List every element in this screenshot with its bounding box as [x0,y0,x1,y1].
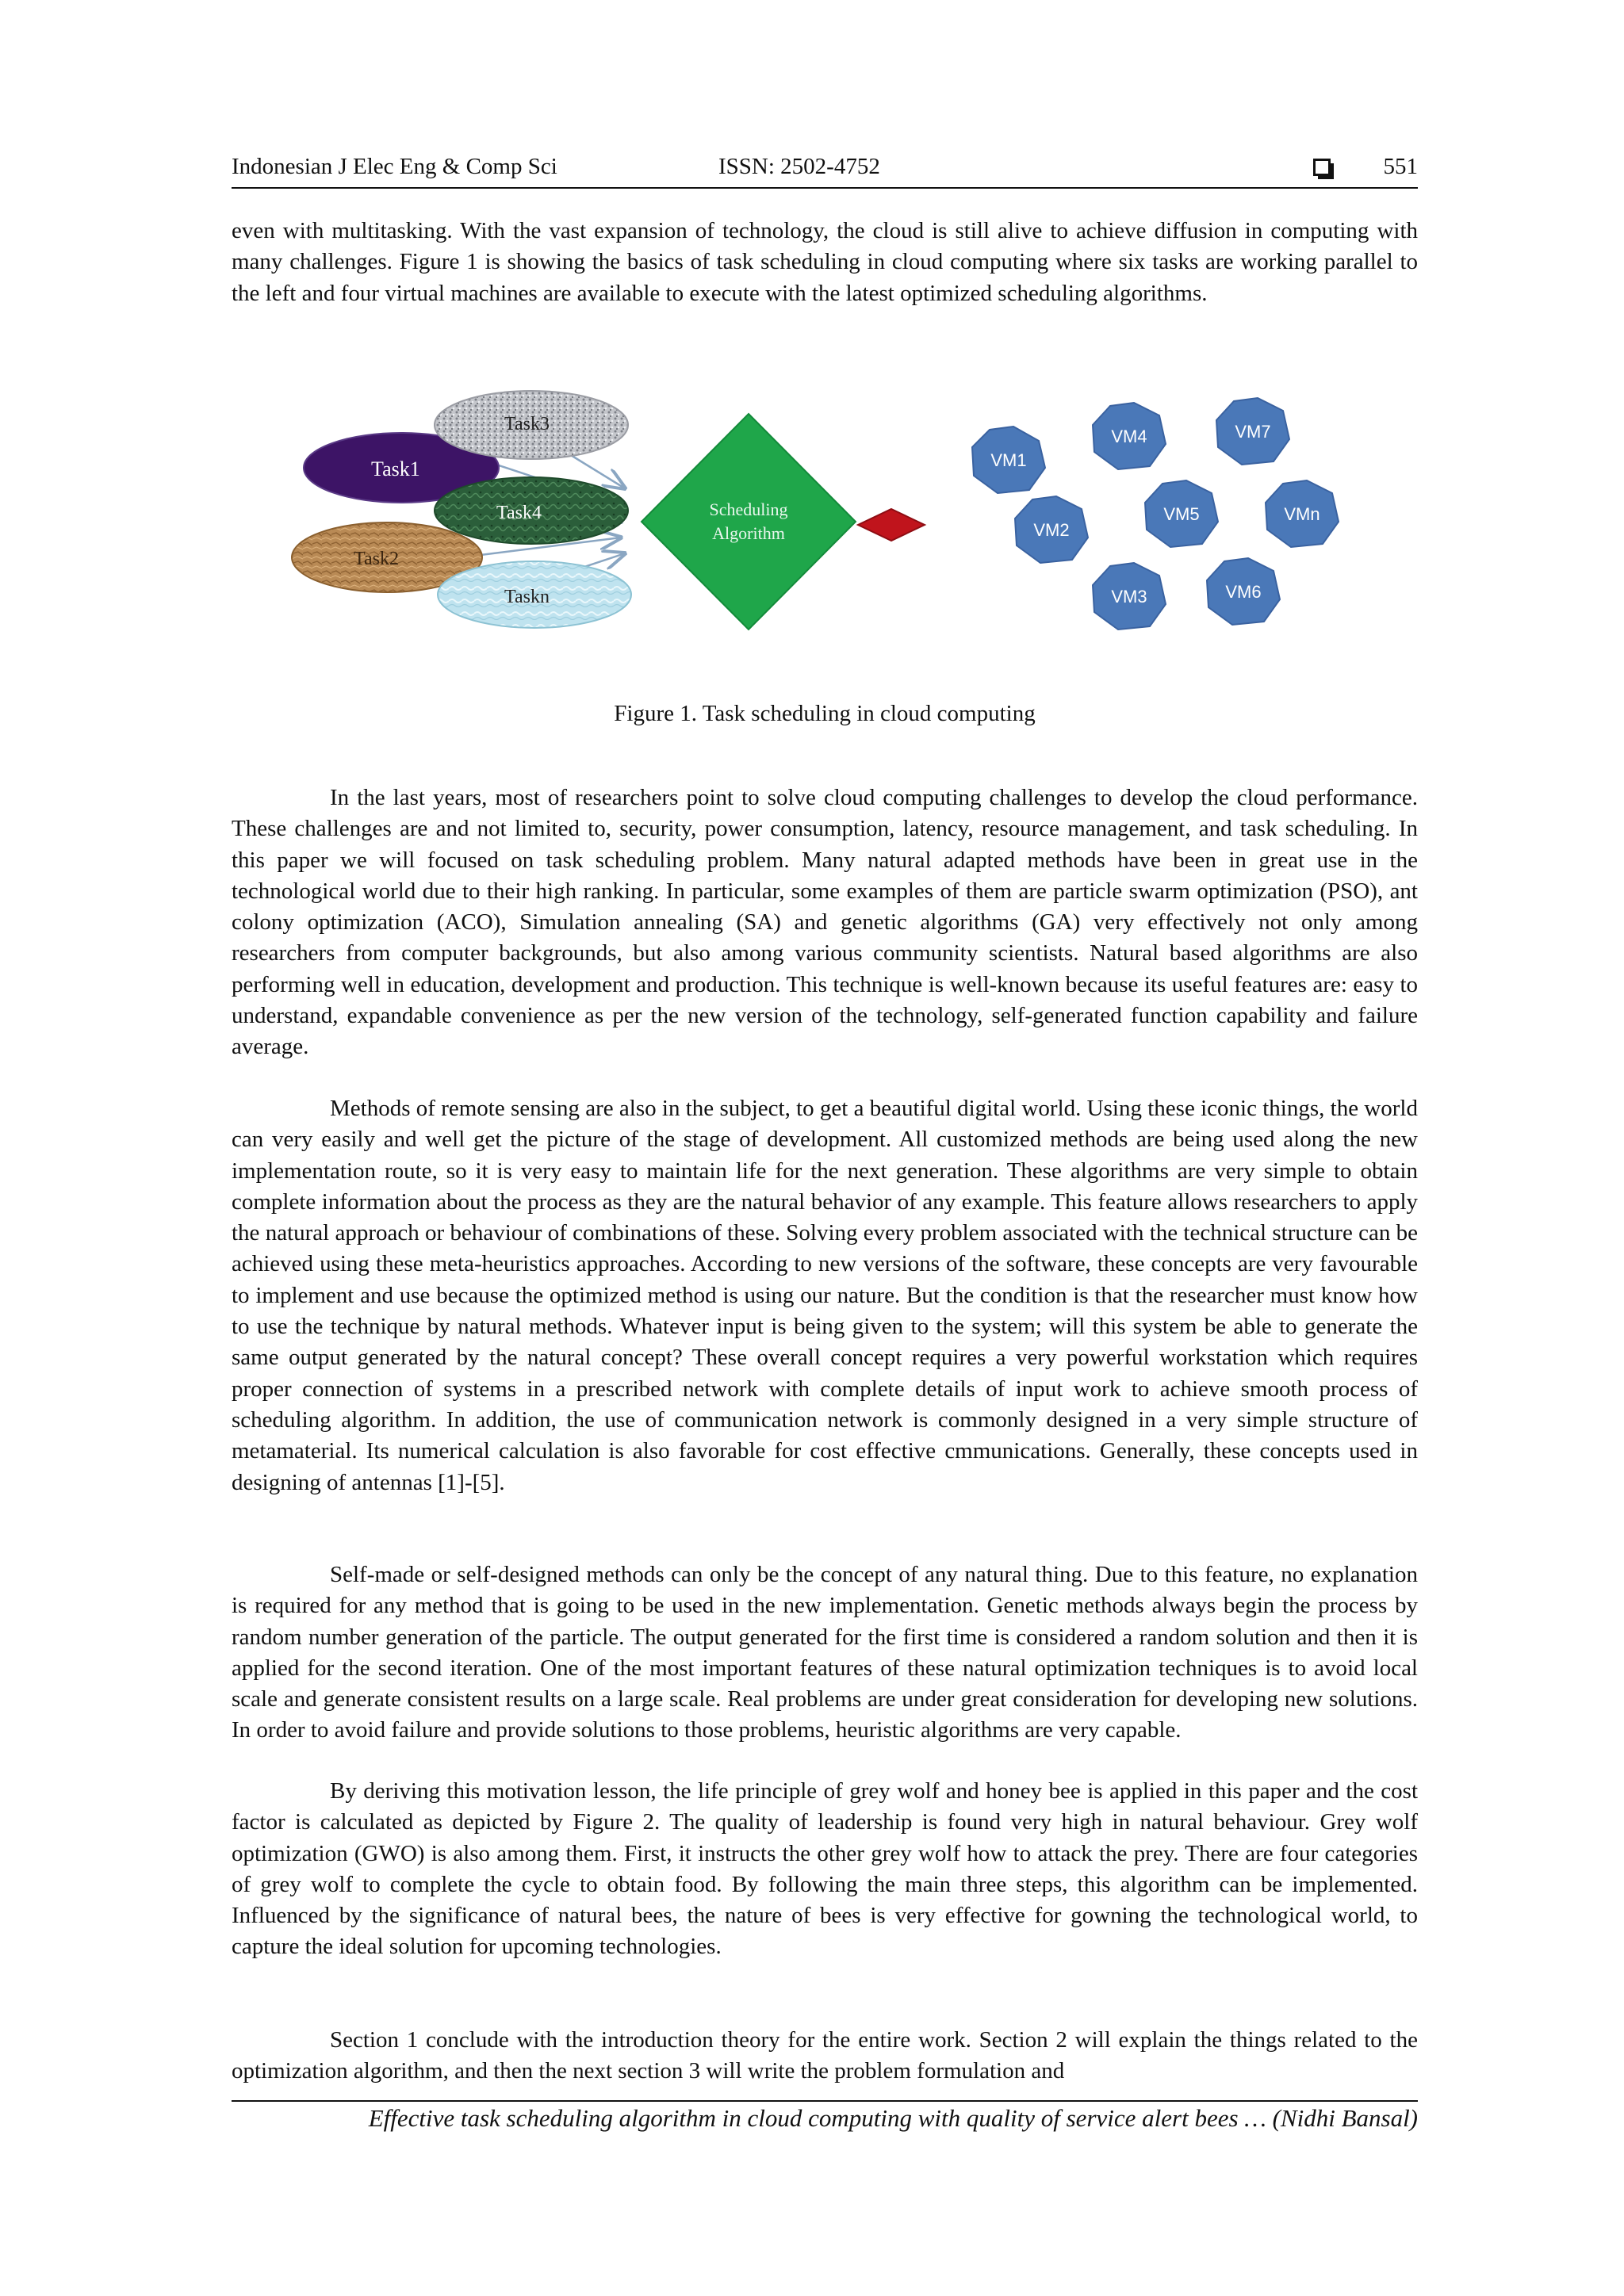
paragraph-intro-continued: even with multitasking. With the vast expansion of technology, the cloud is still alive to achieve diffusion in computing with many challenges. Figure 1 is showing the basics of task scheduling in cloud computing where six tasks are working parallel to the left and four virtual machines are available to execute with the latest optimized scheduling algorithms. [232,218,1418,306]
vmn-label: VMn [1284,504,1320,524]
task4-label: Task4 [496,503,542,523]
vm4-label: VM4 [1111,427,1147,446]
task4-ellipse [435,477,628,544]
paragraph-1: In the last years, most of researchers point to solve cloud computing challenges to develop the cloud performance. These challenges are and not limited to, security, power consumption, latency, resource management, and task scheduling. In this paper we will focused on task scheduling problem. Many natural adapted methods have been in great use in the technological world due to their high ranking. In particular, some examples of them are particle swarm optimization (PSO), ant colony optimization (ACO), Simulation annealing (SA) and genetic algorithms (GA) very effectively not only among researchers from computer backgrounds, but also among various community scientists. Natural based algorithms are also performing well in education, development and production. This technique is well-known because its useful features are: easy to understand, expandable convenience as per the new version of the technology, self-generated function capability and failure average. [232,785,1418,1060]
issn: ISSN: 2502-4752 [718,154,880,179]
vm5-label: VM5 [1163,504,1200,524]
task3-ellipse [435,391,628,459]
vm6-node [1207,558,1280,625]
scheduler-label-line1: Scheduling [709,499,788,519]
vmn-node [1266,480,1339,547]
paragraph-2: Methods of remote sensing are also in the subject, to get a beautiful digital world. Using these iconic things, the world can very easily and well get the picture of the stage of development. All customized methods are being used along the new implementation route, so it is very easy to maintain life for the next generation. These algorithms are very simple to obtain complete information about the process as they are the natural behavior of any example. This feature allows researchers to apply the natural approach or behaviour of combinations of these. Solving every problem associated with the technical structure can be achieved using these meta-heuristics approaches. According to new versions of the software, these concepts are very favourable to implement and use because the optimized method is using our nature. But the condition is that the researcher must know how to use the technique by natural methods. Whatever input is being given to the system; will this system be able to generate the same output generated by the natural concept? These overall concept requires a very powerful workstation which requires proper connection of systems in a prescribed network with complete details of input work to achieve smooth process of scheduling algorithm. In addition, the use of communication network is commonly designed in a very simple structure of metamaterial. Its numerical calculation is also favorable for cost effective cmmunications. Generally, these concepts used in designing of antennas [1]-[5]. [232,1096,1418,1495]
scheduling-algorithm-diamond [642,414,856,629]
vm1-label: VM1 [990,450,1027,470]
vm7-node [1216,398,1289,465]
vm6-label: VM6 [1225,582,1262,602]
task3-label: Task3 [504,414,550,434]
vm1-node [972,427,1045,493]
page-header [232,154,1418,189]
task-scheduling-diagram [284,379,1373,693]
page-footer: Effective task scheduling algorithm in cloud computing with quality of service alert bees … (Nidhi Bansal) [368,2104,1418,2132]
task1-label: Task1 [371,457,420,480]
connector-diamond [858,509,925,541]
vm2-label: VM2 [1033,520,1070,540]
vm3-node [1093,563,1166,629]
vm7-label: VM7 [1235,422,1271,442]
vm5-node [1145,480,1218,547]
footer-rule [232,2100,1418,2102]
paragraph-4: By deriving this motivation lesson, the life principle of grey wolf and honey bee is applied in this paper and the cost factor is calculated as depicted by Figure 2. The quality of leadership is found very high in natural behaviour. Grey wolf optimization (GWO) is also among them. First, it instructs the other grey wolf how to attack the prey. There are four categories of grey wolf to complete the cycle to obtain food. By following the main three steps, this algorithm can be implemented. Influenced by the significance of natural bees, the nature of bees is very effective for gowning the technological world, to capture the ideal solution for upcoming technologies. [232,1778,1418,1960]
header-rule [232,187,1418,189]
page-number: 551 [1383,154,1418,179]
taskn-ellipse [438,561,631,628]
task2-label: Task2 [354,549,399,569]
paragraph-5: Section 1 conclude with the introduction theory for the entire work. Section 2 will explain the things related to the optimization algorithm, and then the next section 3 will write the problem formulation and [232,2027,1418,2084]
figure-caption: Figure 1. Task scheduling in cloud computing [614,701,1036,726]
scheduler-label-line2: Algorithm [712,523,785,543]
journal-name: Indonesian J Elec Eng & Comp Sci [232,154,557,179]
square-bullet-icon [1313,159,1331,176]
taskn-label: Taskn [504,587,550,607]
vm3-label: VM3 [1111,587,1147,607]
figure-1 [284,379,1373,693]
vm2-node [1015,496,1088,563]
paragraph-3: Self-made or self-designed methods can only be the concept of any natural thing. Due to this feature, no explanation is required for any method that is going to be used in the new implementation. Genetic methods always begin the process by random number generation of the particle. The output generated for the first time is considered a random solution and then it is applied for the second iteration. One of the most important features of these natural optimization techniques is to avoid local scale and generate consistent results on a large scale. Real problems are under great consideration for developing new solutions. In order to avoid failure and provide solutions to those problems, heuristic algorithms are very capable. [232,1562,1418,1743]
vm4-node [1093,403,1166,469]
